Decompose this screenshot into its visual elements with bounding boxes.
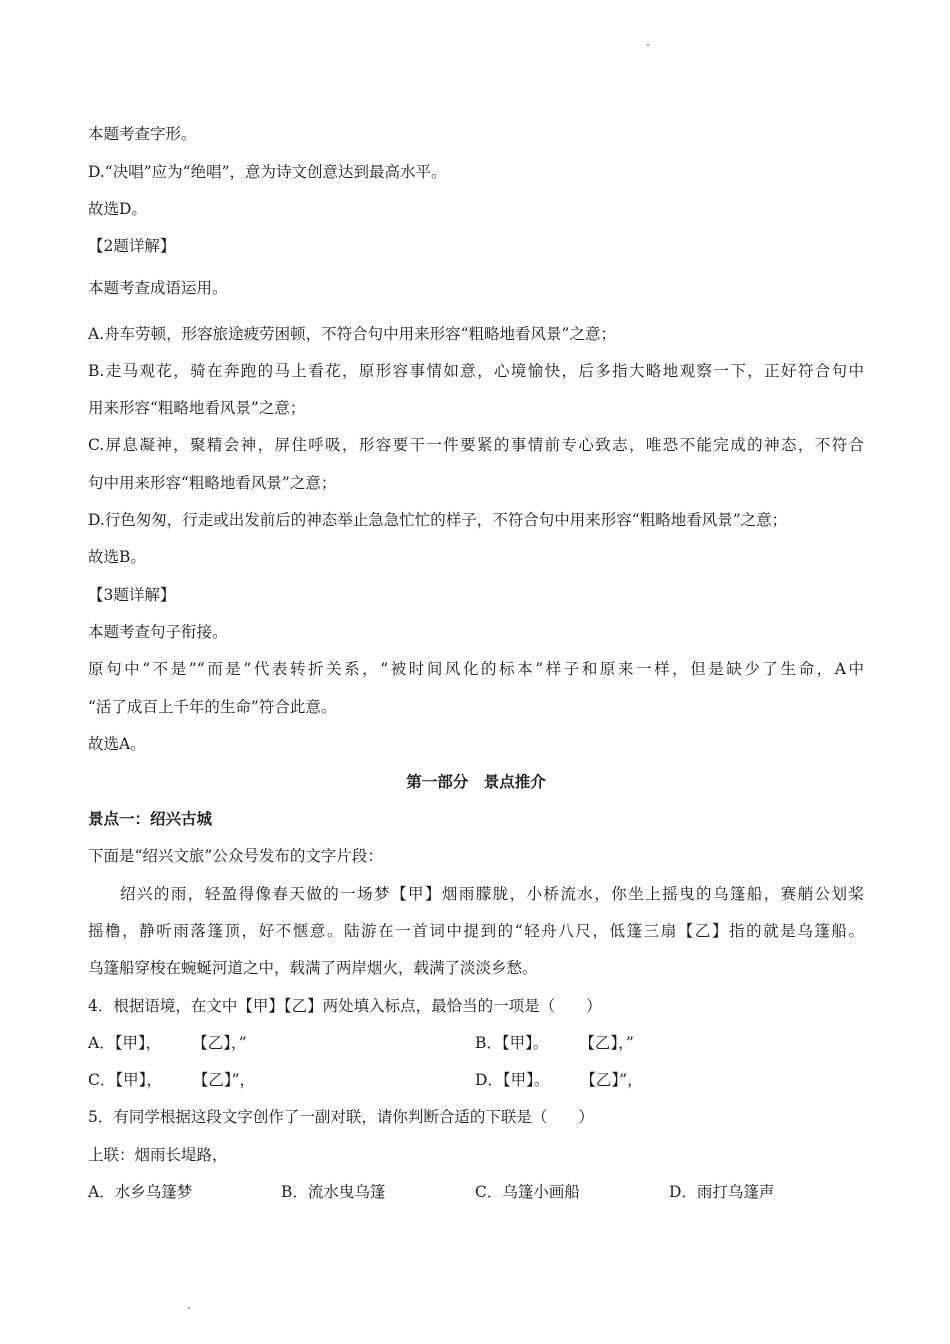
text-line: 故选A。 — [88, 735, 146, 753]
text-line: 句中用来形容“粗略地看风景”之意； — [88, 474, 337, 492]
text-line: D.“决唱”应为“绝唱”，意为诗文创意达到最高水平。 — [88, 163, 447, 181]
section-title: 第一部分 景点推介 — [406, 773, 546, 791]
passage-line: 乌篷船穿梭在蜿蜒河道之中，载满了两岸烟火，载满了淡淡乡愁。 — [88, 959, 538, 977]
text-line: C.屏息凝神，聚精会神，屏住呼吸，形容要干一件要紧的事情前专心致志，唯恐不能完成的神态，不符合 — [88, 436, 864, 454]
q4-option-c: C．【甲】， 【乙】”， — [88, 1071, 256, 1089]
q5-option-d: D．雨打乌篷声 — [669, 1183, 775, 1201]
text-line: 故选B。 — [88, 548, 146, 566]
question-5-stem: 5．有同学根据这段文字创作了一副对联，请你判断合适的下联是（ ） — [88, 1108, 594, 1126]
q5-option-b: B．流水曳乌篷 — [281, 1183, 386, 1201]
q4-option-b: B．【甲】。 【乙】，” — [475, 1034, 634, 1052]
text-line: 本题考查字形。 — [88, 125, 197, 143]
text-line: B.走马观花，骑在奔跑的马上看花，原形容事情如意，心境愉快，后多指大略地观察一下，正好符合句中 — [88, 362, 864, 380]
spot-title: 景点一：绍兴古城 — [88, 810, 213, 828]
couplet-upper: 上联：烟雨长堤路， — [88, 1146, 228, 1164]
subsection-heading: 【2题详解】 — [88, 237, 176, 255]
page-mark — [647, 44, 649, 46]
q5-option-a: A．水乡乌篷梦 — [88, 1183, 193, 1201]
text-line: 本题考查句子衔接。 — [88, 623, 228, 641]
subsection-heading: 【3题详解】 — [88, 586, 176, 604]
q5-option-c: C．乌篷小画船 — [475, 1183, 580, 1201]
text-line: D.行色匆匆，行走或出发前后的神态举止急急忙忙的样子，不符合句中用来形容“粗略地看风景”之意； — [88, 511, 788, 529]
passage-line: 绍兴的雨，轻盈得像春天做的一场梦【甲】烟雨朦胧，小桥流水，你坐上摇曳的乌篷船，赛艄公划桨 — [120, 885, 864, 903]
text-line: 原句中“不是”“而是”代表转折关系，“被时间风化的标本”样子和原来一样，但是缺少了生命，A中 — [88, 660, 864, 678]
question-4-stem: 4．根据语境，在文中【甲】【乙】两处填入标点，最恰当的一项是（ ） — [88, 997, 602, 1015]
page-mark — [188, 1307, 190, 1309]
text-line: 本题考查成语运用。 — [88, 279, 228, 297]
text-line: 故选D。 — [88, 200, 147, 218]
text-line: A.舟车劳顿，形容旅途疲劳困顿，不符合句中用来形容“粗略地看风景”之意； — [88, 325, 616, 343]
text-line: 用来形容“粗略地看风景”之意； — [88, 399, 306, 417]
passage-line: 摇橹，静听雨落篷顶，好不惬意。陆游在一首词中提到的“轻舟八尺，低篷三扇【乙】指的就是乌篷船。 — [88, 922, 864, 940]
text-line: “活了成百上千年的生命”符合此意。 — [88, 698, 337, 716]
q4-option-a: A．【甲】， 【乙】，” — [88, 1034, 247, 1052]
q4-option-d: D．【甲】。 【乙】”， — [475, 1071, 643, 1089]
intro-line: 下面是“绍兴文旅”公众号发布的文字片段： — [88, 847, 383, 865]
